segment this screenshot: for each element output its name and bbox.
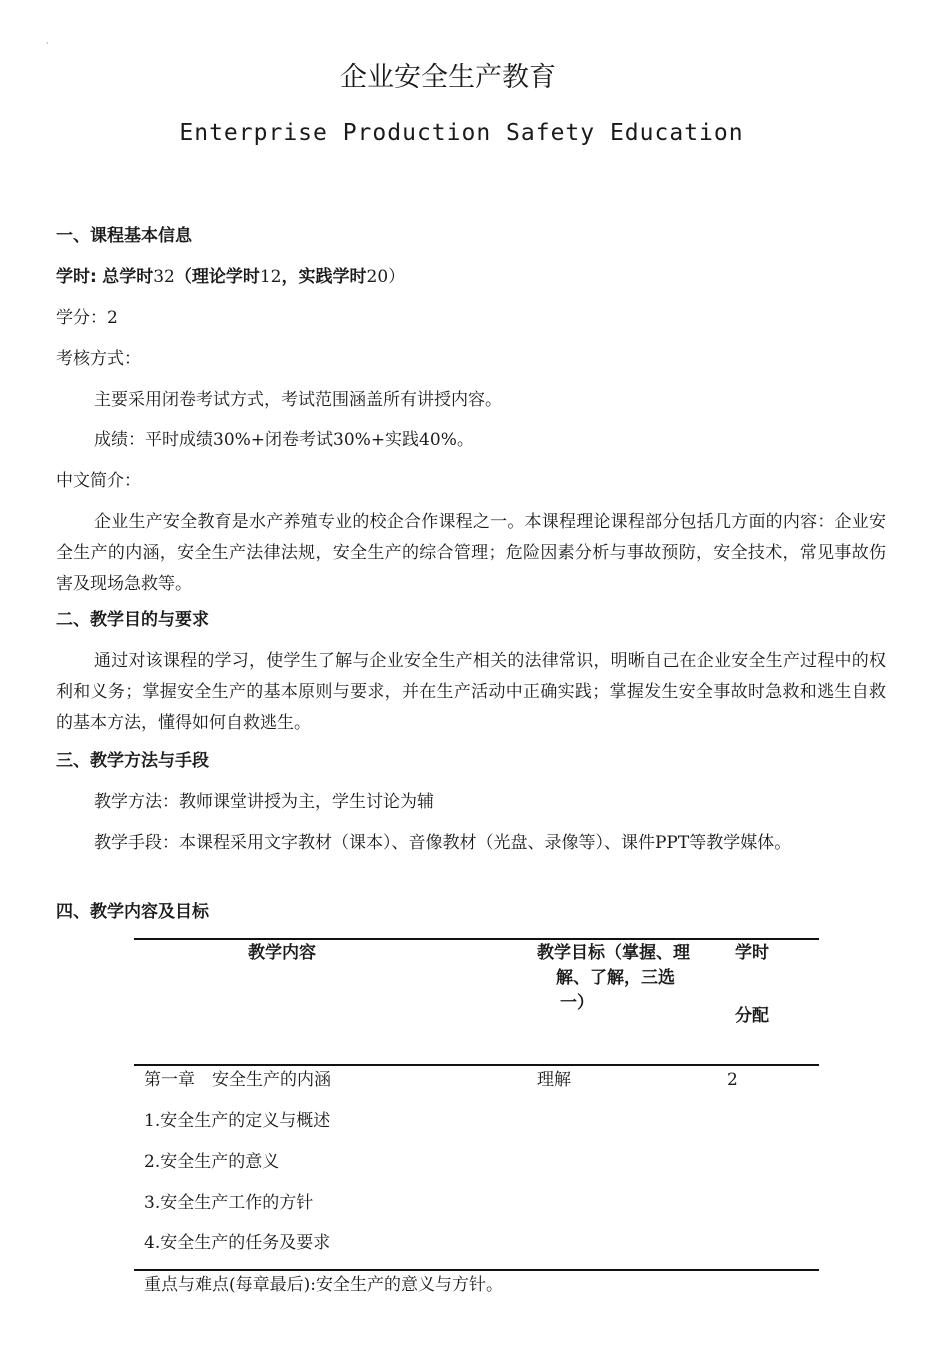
header-goal-line-1: 教学目标（掌握、理	[537, 943, 690, 963]
chapter-hours: 2	[727, 1070, 738, 1090]
assessment-method: 主要采用闭卷考试方式，考试范围涵盖所有讲授内容。	[94, 390, 502, 410]
section-heading-basic-info: 一、课程基本信息	[56, 226, 192, 246]
table-header-rule	[134, 1064, 819, 1066]
intro-label: 中文简介：	[56, 471, 141, 491]
hours-total-value: 32	[153, 267, 175, 287]
hours-close: ）	[388, 267, 406, 287]
objectives-text: 通过对该课程的学习，使学生了解与企业安全生产相关的法律常识，明晰自己在企业安全生产过程中的权利和义务；掌握安全生产的基本原则与要求，并在生产活动中正确实践；掌握发生安全事故时急救和逃生自救的基本方法，懂得如何自救逃生。	[56, 651, 886, 733]
course-hours	[56, 263, 886, 291]
assessment-label: 考核方式：	[56, 349, 141, 369]
header-hours-line-1: 学时	[735, 943, 769, 963]
list-item: 3.安全生产工作的方针	[144, 1193, 314, 1213]
header-content: 教学内容	[248, 943, 316, 963]
chapter-goal: 理解	[537, 1070, 571, 1090]
teaching-method: 教学方法：教师课堂讲授为主，学生讨论为辅	[94, 792, 434, 812]
intro-text: 企业生产安全教育是水产养殖专业的校企合作课程之一。本课程理论课程部分包括几方面的内容：企业安全生产的内涵，安全生产法律法规，安全生产的综合管理；危险因素分析与事故预防，安全技术，常见事故伤害及现场急救等。	[56, 512, 886, 594]
hours-theory-label: （理论学时	[174, 267, 260, 287]
list-item: 1.安全生产的定义与概述	[144, 1111, 331, 1131]
header-hours-line-2: 分配	[735, 1006, 769, 1026]
table-bottom-rule	[134, 1269, 819, 1271]
chapter-title: 第一章 安全生产的内涵	[144, 1070, 331, 1090]
hours-practice-value: 20	[366, 267, 389, 287]
section-heading-methods: 三、教学方法与手段	[56, 751, 209, 771]
document-title-english: Enterprise Production Safety Education	[179, 120, 744, 146]
course-credits: 学分：2	[56, 308, 118, 328]
corner-mark: ·	[46, 39, 49, 48]
table-top-rule	[134, 938, 819, 940]
header-goal-line-2: 解、了解，三选	[556, 968, 675, 988]
hours-theory-value: 12	[259, 267, 282, 287]
list-item: 2.安全生产的意义	[144, 1152, 280, 1172]
hours-practice-label: ，实践学时	[281, 267, 367, 287]
hours-total-label: 总学时	[102, 267, 154, 287]
header-goal-line-3: 一）	[560, 993, 594, 1013]
hours-label: 学时:	[56, 267, 97, 287]
document-title: 企业安全生产教育	[340, 62, 556, 93]
assessment-grading: 成绩：平时成绩30%+闭卷考试30%+实践40%。	[94, 430, 474, 450]
key-points: 重点与难点(每章最后):安全生产的意义与方针。	[144, 1275, 503, 1295]
section-heading-objectives: 二、教学目的与要求	[56, 610, 209, 630]
teaching-means: 教学手段：本课程采用文字教材（课本）、音像教材（光盘、录像等）、课件PPT等教学媒体。	[94, 833, 792, 853]
list-item: 4.安全生产的任务及要求	[144, 1233, 331, 1253]
section-heading-content: 四、教学内容及目标	[56, 902, 209, 922]
